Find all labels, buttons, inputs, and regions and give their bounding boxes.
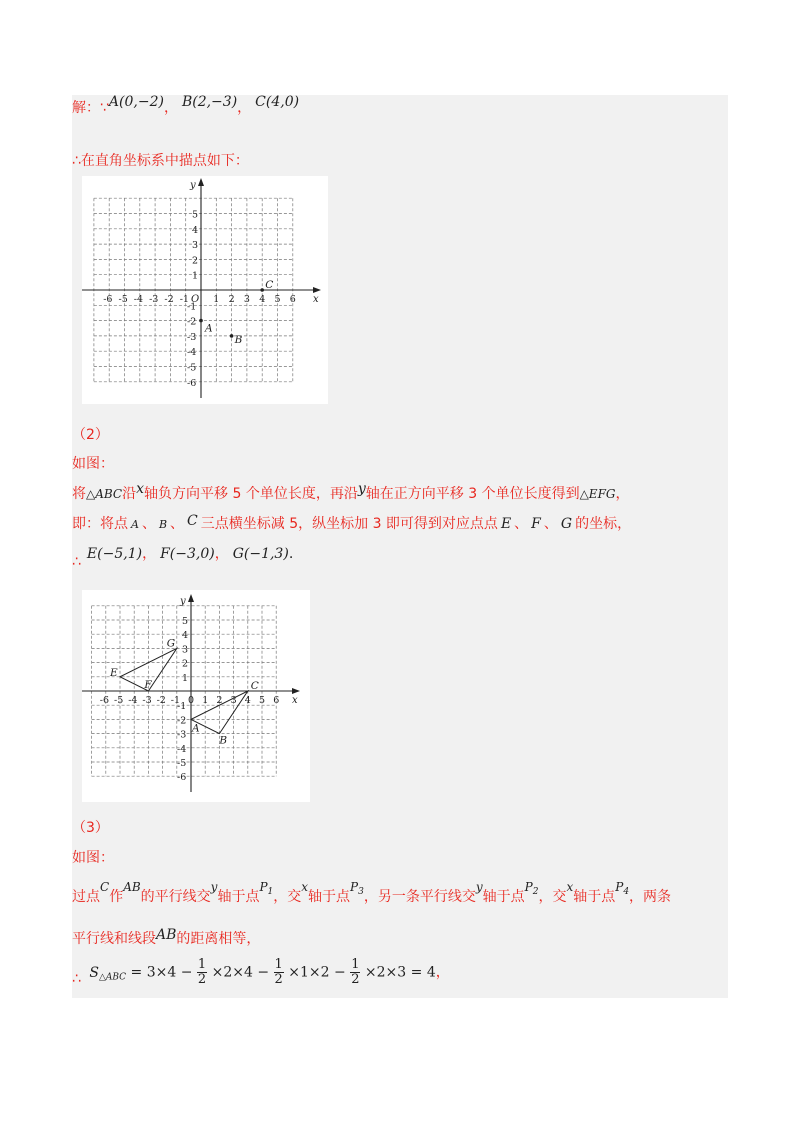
point-f-coord: F(−3,0) (160, 546, 215, 562)
point-p3 (350, 880, 364, 897)
x-tick-label: -5 (114, 695, 124, 706)
x-tick-label: 2 (216, 695, 223, 706)
text-seg: 三点横坐标减 5，纵坐标加 3 即可得到对应点点 (200, 516, 498, 532)
point-c-coord: C(4,0) (255, 94, 300, 110)
separator: ， (214, 546, 229, 562)
point-p1 (259, 880, 274, 897)
x-axis-arrow (292, 688, 300, 694)
denominator: 2 (197, 972, 207, 987)
text-seg: 将 (72, 486, 86, 502)
point-label-c: C (265, 279, 274, 291)
separator: ， (163, 100, 178, 116)
formula-seg: ×2×3 = 4 (364, 964, 436, 981)
x-tick-label: 1 (202, 695, 209, 706)
y-axis-arrow (198, 178, 204, 186)
separator: ， (142, 546, 157, 562)
x-tick-label: 6 (273, 695, 280, 706)
y-tick-label: 1 (192, 270, 199, 282)
translated-points-line (72, 543, 294, 570)
point-a-coord: A(0,−2) (108, 94, 164, 110)
point-a (199, 319, 203, 323)
separator: ， (237, 100, 252, 116)
text-seg: 轴于点 (482, 889, 525, 905)
p-subscript: 1 (267, 887, 274, 897)
var-y: y (475, 880, 483, 894)
fraction-half (350, 958, 360, 987)
point-b-coord: B(2,−3) (181, 94, 238, 110)
solution-line-points (72, 94, 300, 117)
x-tick-label: -1 (179, 294, 189, 305)
text-seg: 轴在正方向平移 3 个单位长度得到 (365, 486, 580, 502)
x-tick-label: -6 (103, 294, 113, 305)
y-tick-label: 2 (182, 658, 189, 670)
y-tick-label: 2 (192, 255, 199, 267)
x-tick-label: -3 (149, 294, 159, 305)
point-g-coord: G(−1,3) (232, 546, 289, 562)
point-label-f: F (144, 679, 152, 691)
y-tick-label: -1 (177, 701, 187, 713)
text-seg: 、 (543, 516, 558, 532)
x-tick-label: 2 (228, 294, 235, 305)
x-tick-label: 1 (213, 294, 220, 305)
text-seg: ，另一条平行线交 (363, 889, 476, 905)
equal-distance-line (72, 928, 260, 948)
text-seg: ，交 (538, 889, 567, 905)
x-axis-label: x (292, 695, 298, 706)
y-tick-label: -6 (177, 772, 187, 784)
formula-seg: ×1×2 − (288, 964, 346, 981)
point-c (260, 288, 264, 292)
text-seg: 的坐标， (575, 516, 632, 532)
x-tick-label: -4 (128, 695, 138, 706)
plot-intro-line: ∴在直角坐标系中描点如下： (72, 153, 249, 169)
part2-heading: （2） (72, 427, 109, 443)
var-x: x (136, 481, 145, 497)
label-c: C (187, 513, 198, 529)
p-subscript: 3 (358, 887, 364, 897)
var-y: y (210, 880, 218, 894)
y-tick-label: 3 (182, 644, 189, 656)
text-seg: ，交 (273, 889, 302, 905)
segment-ab: AB (123, 880, 141, 894)
formula-seg: ×2×4 − (211, 964, 270, 981)
y-tick-label: -2 (187, 316, 197, 328)
p-subscript: 4 (623, 887, 630, 897)
y-tick-label: -3 (177, 729, 187, 741)
y-tick-label: -4 (187, 347, 197, 359)
x-tick-label: -3 (142, 695, 152, 706)
text-seg: 轴于点 (217, 889, 260, 905)
y-tick-label: -5 (177, 758, 187, 769)
text-seg: 过点 (72, 889, 100, 905)
y-tick-label: -6 (187, 377, 197, 389)
origin-label: O (191, 294, 200, 305)
part3-heading: （3） (72, 820, 109, 836)
area-formula-line (72, 958, 450, 987)
var-x: x (566, 880, 574, 894)
y-axis-label: y (180, 596, 186, 607)
x-tick-label: 0 (188, 695, 195, 706)
p-subscript: 2 (532, 887, 539, 897)
point-label-b: B (234, 333, 243, 346)
text-seg: 、 (514, 516, 529, 532)
coordinate-figure-2 (82, 590, 310, 802)
x-tick-label: 4 (259, 294, 266, 305)
p-letter: P (524, 880, 533, 894)
point-e-coord: E(−5,1) (86, 546, 143, 562)
y-tick-label: 4 (192, 224, 199, 236)
point-label-a: A (205, 322, 213, 335)
area-symbol: S (89, 964, 99, 981)
point-label-c: C (250, 680, 259, 692)
therefore-symbol: ∴ (72, 554, 81, 570)
point-p2 (524, 880, 539, 897)
x-tick-label: 5 (274, 294, 281, 305)
y-tick-label: 1 (182, 672, 189, 684)
x-tick-label: 5 (259, 695, 266, 706)
p-letter: P (259, 880, 268, 894)
x-tick-label: -1 (170, 695, 181, 706)
y-tick-label: 3 (192, 240, 199, 252)
label-b: B (158, 518, 168, 531)
coordinate-graph-2 (82, 590, 310, 802)
text-seg: . (288, 546, 294, 562)
triangle-abc: △ABC (86, 487, 123, 501)
x-axis-label: x (313, 294, 319, 305)
x-tick-label: 3 (243, 294, 250, 305)
segment-ab: AB (156, 927, 177, 943)
denominator: 2 (274, 972, 283, 987)
x-tick-label: -5 (118, 294, 128, 305)
fraction-half (274, 958, 284, 987)
x-tick-label: -4 (133, 294, 144, 305)
formula-seg: = 3×4 − (130, 964, 193, 981)
label-a: A (131, 518, 139, 531)
x-tick-label: -2 (156, 695, 166, 706)
denominator: 2 (351, 972, 360, 987)
label-e: E (500, 516, 512, 532)
text-seg: 的平行线交 (140, 889, 211, 905)
y-tick-label: -5 (187, 362, 197, 374)
solution-prefix: 解：∵ (72, 100, 109, 116)
text-seg: 即：将点 (72, 516, 128, 532)
parallel-lines-description (72, 880, 672, 907)
p-letter: P (615, 880, 624, 894)
point-label-b: B (219, 734, 228, 747)
numerator: 1 (274, 957, 283, 972)
text-seg: 作 (109, 889, 124, 905)
text-seg: ，两条 (629, 889, 672, 905)
text-seg: ， (615, 486, 630, 502)
coordinate-rule-line (72, 513, 631, 533)
point-label-g: G (166, 637, 176, 650)
point-label-a: A (192, 722, 200, 735)
text-seg: 沿 (122, 486, 137, 502)
text-seg: 的距离相等， (176, 931, 261, 947)
coordinate-figure-1 (82, 176, 328, 404)
area-subscript: △ABC (98, 972, 127, 983)
x-tick-label: 4 (244, 695, 251, 706)
y-tick-label: -4 (177, 743, 187, 755)
text-seg: 轴于点 (573, 889, 616, 905)
text-seg: ， (435, 964, 450, 981)
text-seg: 、 (170, 516, 185, 532)
p-letter: P (350, 880, 359, 894)
part3-intro: 如图： (72, 850, 114, 866)
text-seg: 平行线和线段 (72, 931, 156, 947)
text-seg: 轴负方向平移 5 个单位长度，再沿 (144, 486, 358, 502)
var-y: y (357, 481, 366, 497)
label-c: C (100, 880, 110, 894)
label-f: F (531, 516, 541, 532)
y-axis-arrow (188, 594, 194, 602)
var-x: x (301, 880, 309, 894)
numerator: 1 (351, 957, 360, 972)
x-axis-arrow (313, 287, 321, 293)
y-tick-label: 5 (182, 616, 189, 627)
therefore-symbol: ∴ (72, 970, 81, 987)
triangle-efg: △EFG (579, 487, 616, 501)
point-p4 (615, 880, 630, 897)
point-label-e: E (110, 666, 118, 679)
y-tick-label: -2 (177, 715, 187, 727)
label-g: G (560, 516, 573, 532)
translation-description (72, 483, 629, 503)
y-tick-label: 4 (182, 630, 189, 642)
part2-intro: 如图： (72, 456, 114, 472)
y-tick-label: -1 (187, 301, 197, 313)
text-seg: 轴于点 (308, 889, 351, 905)
x-tick-label: 6 (289, 294, 296, 305)
text-seg: 、 (141, 516, 156, 532)
point-b (230, 334, 234, 338)
fraction-half (197, 958, 207, 987)
y-tick-label: -3 (187, 331, 197, 343)
x-tick-label: 3 (230, 695, 237, 706)
x-tick-label: -2 (164, 294, 174, 305)
y-tick-label: 5 (192, 209, 199, 221)
numerator: 1 (197, 957, 207, 972)
coordinate-graph-1 (82, 176, 328, 404)
x-tick-label: -6 (99, 695, 110, 706)
y-axis-label: y (190, 180, 196, 191)
